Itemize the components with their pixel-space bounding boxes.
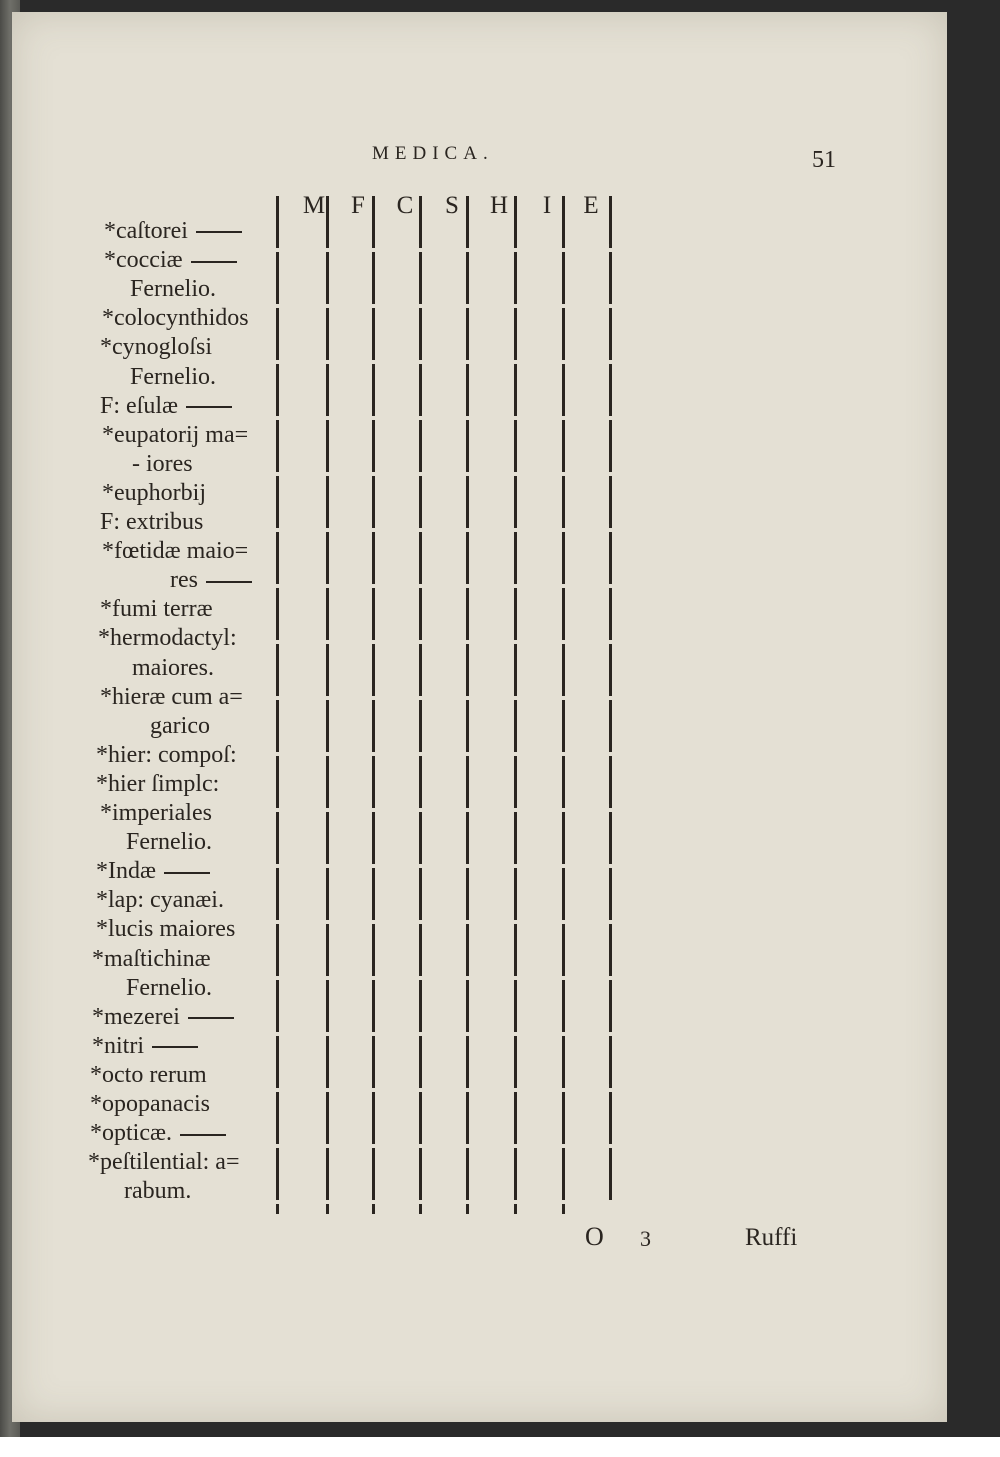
ingredient-name: maiores. <box>132 654 214 681</box>
ingredient-name: *hieræ cum a= <box>100 683 243 710</box>
column-header: C <box>396 192 414 219</box>
ingredient-entry <box>100 333 212 362</box>
entry-dash <box>188 1017 234 1019</box>
ingredient-name: - iores <box>132 450 193 477</box>
entry-dash <box>164 872 210 874</box>
ingredient-name: *imperiales <box>100 800 212 826</box>
ingredient-name: *cynogloſsi <box>100 334 212 361</box>
ingredient-entry <box>130 363 216 392</box>
ingredient-name: Fernelio. <box>126 974 212 1001</box>
column-rule <box>276 196 279 1214</box>
column-header: S <box>445 192 459 219</box>
ingredient-entry <box>90 1090 210 1119</box>
ingredient-entry <box>92 1032 198 1061</box>
column-header: M <box>302 192 326 219</box>
ingredient-name: *octo rerum <box>90 1061 207 1088</box>
column-rule <box>419 196 422 1214</box>
entry-dash <box>152 1046 198 1048</box>
ingredient-entry <box>102 537 248 566</box>
ingredient-name: *cocciæ <box>104 247 183 274</box>
ingredient-entry <box>92 1003 234 1032</box>
ingredient-entry <box>96 915 235 944</box>
ingredient-entry <box>90 1119 226 1148</box>
ingredient-entry <box>100 392 232 421</box>
ingredient-entry <box>130 275 216 304</box>
ingredient-name: *maſtichinæ <box>92 945 211 972</box>
ingredient-entry <box>102 421 248 450</box>
ingredient-name: *nitri <box>92 1032 144 1059</box>
column-rule <box>326 196 329 1214</box>
ingredient-name: *peſtilential: a= <box>88 1149 240 1176</box>
ingredient-name: res <box>170 567 198 594</box>
ingredient-name: *Indæ <box>96 858 156 885</box>
column-header: F <box>351 192 365 219</box>
ingredient-entry <box>96 741 237 770</box>
ingredient-entry <box>104 246 237 275</box>
column-header: H <box>489 192 509 219</box>
ingredient-name: *euphorbij <box>102 479 206 506</box>
ingredient-name: *hermodactyl: <box>98 625 237 652</box>
column-rule <box>609 196 612 1201</box>
ingredient-entry <box>88 1148 240 1177</box>
signature-number: 3 <box>640 1226 651 1251</box>
ingredient-name: Fernelio. <box>130 363 216 390</box>
ingredient-entry <box>100 799 212 828</box>
ingredient-name: Fernelio. <box>126 829 212 856</box>
ingredient-name: *colocynthidos <box>102 305 249 332</box>
frame-bottom <box>0 1437 1000 1457</box>
ingredient-name: garico <box>150 712 210 739</box>
entry-dash <box>206 581 252 583</box>
signature-mark: O <box>585 1222 604 1251</box>
ingredient-entry <box>126 974 212 1003</box>
entry-dash <box>180 1134 226 1136</box>
ingredient-entry <box>90 1061 207 1090</box>
ingredient-entry <box>98 624 237 653</box>
entry-dash <box>191 261 237 263</box>
ingredient-entry <box>100 683 243 712</box>
ingredient-entry <box>102 479 206 508</box>
column-rule <box>514 196 517 1214</box>
page-number: 51 <box>812 147 836 173</box>
ingredient-name: rabum. <box>124 1178 192 1205</box>
ingredient-entry <box>132 450 193 479</box>
ingredient-name: *fumi terræ <box>100 596 213 623</box>
ingredient-entry <box>102 304 249 333</box>
ingredient-entry <box>96 857 210 886</box>
ingredient-name: *fœtidæ maio= <box>102 538 249 565</box>
entry-dash <box>196 231 242 233</box>
ingredient-name: F: eſulæ <box>100 392 179 419</box>
ingredient-name: F: extribus <box>100 509 204 535</box>
ingredient-entry <box>96 886 224 915</box>
column-rule <box>562 196 565 1214</box>
ingredient-name: *eupatorij ma= <box>102 421 249 448</box>
ingredient-name: Fernelio. <box>130 276 216 303</box>
ingredient-entry <box>150 712 210 741</box>
ingredient-entry <box>104 217 242 246</box>
ingredient-name: *opticæ. <box>90 1120 172 1147</box>
ingredient-name: *opopanacis <box>90 1091 210 1117</box>
ingredient-name: *hier: compoſ: <box>96 741 237 768</box>
ingredient-entry <box>92 945 211 974</box>
ingredient-name: *lucis maiores <box>96 916 236 943</box>
ingredient-entry <box>126 828 212 857</box>
column-rule <box>372 196 375 1214</box>
ingredient-entry <box>124 1177 191 1206</box>
ingredient-name: *hier ſimplc: <box>96 770 220 797</box>
ingredient-entry <box>132 654 214 683</box>
entry-dash <box>186 406 232 408</box>
ingredient-name: *caſtorei <box>104 218 188 244</box>
column-header: E <box>583 192 599 219</box>
ingredient-entry <box>96 770 219 799</box>
ingredient-entry <box>100 595 213 624</box>
catchword: Ruffi <box>745 1224 798 1251</box>
column-rule <box>466 196 469 1214</box>
column-header: I <box>542 192 552 219</box>
ingredient-entry <box>100 508 203 537</box>
ingredient-name: *mezerei <box>92 1003 180 1030</box>
running-head: MEDICA. <box>372 143 494 164</box>
ingredient-name: *lap: cyanæi. <box>96 887 224 914</box>
ingredient-entry <box>170 566 252 595</box>
